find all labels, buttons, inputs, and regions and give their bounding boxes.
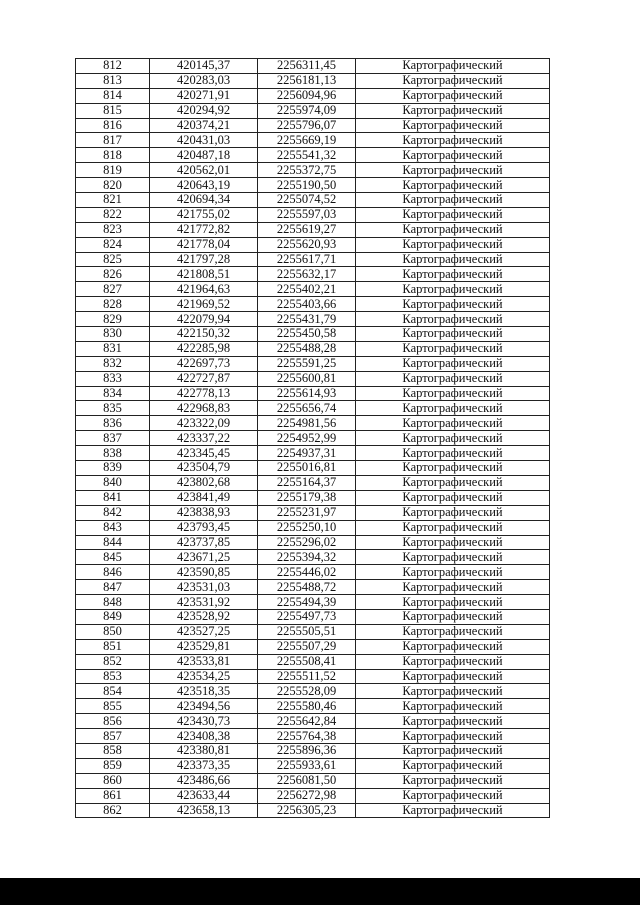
point-number-cell: 855 (76, 699, 150, 714)
table-row (76, 773, 550, 788)
x-coordinate-cell: 421964,63 (150, 282, 258, 297)
table-row (76, 401, 550, 416)
method-cell: Картографический (356, 788, 550, 803)
table-row (76, 416, 550, 431)
method-cell: Картографический (356, 73, 550, 88)
point-number-cell: 840 (76, 475, 150, 490)
method-cell: Картографический (356, 475, 550, 490)
table-row (76, 178, 550, 193)
point-number-cell: 850 (76, 624, 150, 639)
x-coordinate-cell: 420431,03 (150, 133, 258, 148)
table-row (76, 595, 550, 610)
point-number-cell: 853 (76, 669, 150, 684)
method-cell: Картографический (356, 490, 550, 505)
y-coordinate-cell: 2255164,37 (258, 475, 356, 490)
y-coordinate-cell: 2255488,28 (258, 341, 356, 356)
table-row (76, 282, 550, 297)
x-coordinate-cell: 421778,04 (150, 237, 258, 252)
x-coordinate-cell: 423430,73 (150, 714, 258, 729)
method-cell: Картографический (356, 193, 550, 208)
point-number-cell: 826 (76, 267, 150, 282)
table-row (76, 639, 550, 654)
point-number-cell: 860 (76, 773, 150, 788)
method-cell: Картографический (356, 773, 550, 788)
table-row (76, 163, 550, 178)
x-coordinate-cell: 423533,81 (150, 654, 258, 669)
y-coordinate-cell: 2255403,66 (258, 297, 356, 312)
table-row (76, 580, 550, 595)
table-row (76, 803, 550, 818)
point-number-cell: 831 (76, 341, 150, 356)
method-cell: Картографический (356, 267, 550, 282)
point-number-cell: 854 (76, 684, 150, 699)
method-cell: Картографический (356, 580, 550, 595)
point-number-cell: 813 (76, 73, 150, 88)
y-coordinate-cell: 2255179,38 (258, 490, 356, 505)
point-number-cell: 839 (76, 461, 150, 476)
table-row (76, 609, 550, 624)
method-cell: Картографический (356, 178, 550, 193)
y-coordinate-cell: 2255619,27 (258, 222, 356, 237)
x-coordinate-cell: 423534,25 (150, 669, 258, 684)
method-cell: Картографический (356, 401, 550, 416)
y-coordinate-cell: 2255296,02 (258, 535, 356, 550)
table-row (76, 490, 550, 505)
y-coordinate-cell: 2255597,03 (258, 207, 356, 222)
point-number-cell: 862 (76, 803, 150, 818)
y-coordinate-cell: 2255511,52 (258, 669, 356, 684)
x-coordinate-cell: 422778,13 (150, 386, 258, 401)
table-row (76, 312, 550, 327)
method-cell: Картографический (356, 699, 550, 714)
x-coordinate-cell: 423633,44 (150, 788, 258, 803)
y-coordinate-cell: 2255231,97 (258, 505, 356, 520)
point-number-cell: 837 (76, 431, 150, 446)
table-row (76, 743, 550, 758)
y-coordinate-cell: 2255656,74 (258, 401, 356, 416)
y-coordinate-cell: 2255074,52 (258, 193, 356, 208)
point-number-cell: 820 (76, 178, 150, 193)
point-number-cell: 818 (76, 148, 150, 163)
table-row (76, 446, 550, 461)
y-coordinate-cell: 2255508,41 (258, 654, 356, 669)
point-number-cell: 824 (76, 237, 150, 252)
method-cell: Картографический (356, 163, 550, 178)
table-row (76, 669, 550, 684)
method-cell: Картографический (356, 252, 550, 267)
x-coordinate-cell: 423802,68 (150, 475, 258, 490)
table-row (76, 327, 550, 342)
y-coordinate-cell: 2255450,58 (258, 327, 356, 342)
x-coordinate-cell: 423671,25 (150, 550, 258, 565)
method-cell: Картографический (356, 624, 550, 639)
scan-bottom-edge (0, 878, 640, 905)
point-number-cell: 852 (76, 654, 150, 669)
method-cell: Картографический (356, 758, 550, 773)
y-coordinate-cell: 2255250,10 (258, 520, 356, 535)
y-coordinate-cell: 2255669,19 (258, 133, 356, 148)
x-coordinate-cell: 420487,18 (150, 148, 258, 163)
table-row (76, 520, 550, 535)
y-coordinate-cell: 2255431,79 (258, 312, 356, 327)
x-coordinate-cell: 423529,81 (150, 639, 258, 654)
method-cell: Картографический (356, 550, 550, 565)
y-coordinate-cell: 2255541,32 (258, 148, 356, 163)
y-coordinate-cell: 2256081,50 (258, 773, 356, 788)
point-number-cell: 856 (76, 714, 150, 729)
x-coordinate-cell: 422727,87 (150, 371, 258, 386)
point-number-cell: 816 (76, 118, 150, 133)
x-coordinate-cell: 423531,03 (150, 580, 258, 595)
table-row (76, 207, 550, 222)
table-row (76, 193, 550, 208)
y-coordinate-cell: 2255505,51 (258, 624, 356, 639)
point-number-cell: 835 (76, 401, 150, 416)
x-coordinate-cell: 423518,35 (150, 684, 258, 699)
point-number-cell: 841 (76, 490, 150, 505)
table-row (76, 758, 550, 773)
method-cell: Картографический (356, 88, 550, 103)
x-coordinate-cell: 423322,09 (150, 416, 258, 431)
table-row (76, 624, 550, 639)
method-cell: Картографический (356, 282, 550, 297)
x-coordinate-cell: 423527,25 (150, 624, 258, 639)
y-coordinate-cell: 2255528,09 (258, 684, 356, 699)
point-number-cell: 828 (76, 297, 150, 312)
point-number-cell: 857 (76, 729, 150, 744)
y-coordinate-cell: 2255600,81 (258, 371, 356, 386)
table-row (76, 461, 550, 476)
y-coordinate-cell: 2255016,81 (258, 461, 356, 476)
y-coordinate-cell: 2255896,36 (258, 743, 356, 758)
table-row (76, 341, 550, 356)
method-cell: Картографический (356, 505, 550, 520)
point-number-cell: 834 (76, 386, 150, 401)
point-number-cell: 859 (76, 758, 150, 773)
x-coordinate-cell: 423838,93 (150, 505, 258, 520)
table-row (76, 729, 550, 744)
method-cell: Картографический (356, 386, 550, 401)
y-coordinate-cell: 2255642,84 (258, 714, 356, 729)
method-cell: Картографический (356, 684, 550, 699)
x-coordinate-cell: 423337,22 (150, 431, 258, 446)
table-row (76, 550, 550, 565)
table-row (76, 237, 550, 252)
method-cell: Картографический (356, 520, 550, 535)
y-coordinate-cell: 2256305,23 (258, 803, 356, 818)
x-coordinate-cell: 423841,49 (150, 490, 258, 505)
y-coordinate-cell: 2255488,72 (258, 580, 356, 595)
y-coordinate-cell: 2255933,61 (258, 758, 356, 773)
table-row (76, 684, 550, 699)
method-cell: Картографический (356, 535, 550, 550)
table-row (76, 118, 550, 133)
table-row (76, 222, 550, 237)
table-row (76, 475, 550, 490)
x-coordinate-cell: 420643,19 (150, 178, 258, 193)
table-row (76, 297, 550, 312)
table-row (76, 699, 550, 714)
method-cell: Картографический (356, 118, 550, 133)
table-row (76, 103, 550, 118)
point-number-cell: 838 (76, 446, 150, 461)
table-row (76, 431, 550, 446)
point-number-cell: 827 (76, 282, 150, 297)
method-cell: Картографический (356, 654, 550, 669)
x-coordinate-cell: 423380,81 (150, 743, 258, 758)
x-coordinate-cell: 421808,51 (150, 267, 258, 282)
x-coordinate-cell: 420294,92 (150, 103, 258, 118)
point-number-cell: 823 (76, 222, 150, 237)
method-cell: Картографический (356, 327, 550, 342)
method-cell: Картографический (356, 595, 550, 610)
x-coordinate-cell: 421969,52 (150, 297, 258, 312)
table-row (76, 148, 550, 163)
y-coordinate-cell: 2255580,46 (258, 699, 356, 714)
x-coordinate-cell: 423793,45 (150, 520, 258, 535)
x-coordinate-cell: 423531,92 (150, 595, 258, 610)
y-coordinate-cell: 2255372,75 (258, 163, 356, 178)
x-coordinate-cell: 422079,94 (150, 312, 258, 327)
y-coordinate-cell: 2255394,32 (258, 550, 356, 565)
y-coordinate-cell: 2255974,09 (258, 103, 356, 118)
table-row (76, 654, 550, 669)
point-number-cell: 842 (76, 505, 150, 520)
method-cell: Картографический (356, 639, 550, 654)
x-coordinate-cell: 420271,91 (150, 88, 258, 103)
method-cell: Картографический (356, 729, 550, 744)
y-coordinate-cell: 2256311,45 (258, 59, 356, 74)
point-number-cell: 858 (76, 743, 150, 758)
y-coordinate-cell: 2255796,07 (258, 118, 356, 133)
table-row (76, 252, 550, 267)
x-coordinate-cell: 423590,85 (150, 565, 258, 580)
x-coordinate-cell: 423486,66 (150, 773, 258, 788)
method-cell: Картографический (356, 237, 550, 252)
table-row (76, 788, 550, 803)
method-cell: Картографический (356, 416, 550, 431)
coordinates-table-body (76, 59, 550, 818)
x-coordinate-cell: 422285,98 (150, 341, 258, 356)
point-number-cell: 844 (76, 535, 150, 550)
y-coordinate-cell: 2256272,98 (258, 788, 356, 803)
point-number-cell: 814 (76, 88, 150, 103)
x-coordinate-cell: 420145,37 (150, 59, 258, 74)
x-coordinate-cell: 423658,13 (150, 803, 258, 818)
point-number-cell: 843 (76, 520, 150, 535)
point-number-cell: 847 (76, 580, 150, 595)
method-cell: Картографический (356, 148, 550, 163)
method-cell: Картографический (356, 59, 550, 74)
method-cell: Картографический (356, 669, 550, 684)
point-number-cell: 819 (76, 163, 150, 178)
y-coordinate-cell: 2255764,38 (258, 729, 356, 744)
x-coordinate-cell: 422697,73 (150, 356, 258, 371)
y-coordinate-cell: 2255190,50 (258, 178, 356, 193)
method-cell: Картографический (356, 133, 550, 148)
table-row (76, 356, 550, 371)
table-row (76, 565, 550, 580)
method-cell: Картографический (356, 803, 550, 818)
x-coordinate-cell: 423504,79 (150, 461, 258, 476)
method-cell: Картографический (356, 371, 550, 386)
y-coordinate-cell: 2255446,02 (258, 565, 356, 580)
method-cell: Картографический (356, 297, 550, 312)
method-cell: Картографический (356, 609, 550, 624)
table-row (76, 59, 550, 74)
point-number-cell: 849 (76, 609, 150, 624)
point-number-cell: 825 (76, 252, 150, 267)
table-row (76, 73, 550, 88)
y-coordinate-cell: 2255507,29 (258, 639, 356, 654)
table-row (76, 371, 550, 386)
point-number-cell: 851 (76, 639, 150, 654)
method-cell: Картографический (356, 103, 550, 118)
x-coordinate-cell: 423494,56 (150, 699, 258, 714)
x-coordinate-cell: 420374,21 (150, 118, 258, 133)
method-cell: Картографический (356, 446, 550, 461)
y-coordinate-cell: 2254937,31 (258, 446, 356, 461)
coordinates-table (75, 58, 550, 818)
x-coordinate-cell: 423373,35 (150, 758, 258, 773)
method-cell: Картографический (356, 341, 550, 356)
y-coordinate-cell: 2254952,99 (258, 431, 356, 446)
point-number-cell: 821 (76, 193, 150, 208)
method-cell: Картографический (356, 565, 550, 580)
x-coordinate-cell: 422150,32 (150, 327, 258, 342)
table-row (76, 505, 550, 520)
method-cell: Картографический (356, 431, 550, 446)
table-row (76, 133, 550, 148)
table-row (76, 267, 550, 282)
point-number-cell: 829 (76, 312, 150, 327)
table-row (76, 714, 550, 729)
point-number-cell: 822 (76, 207, 150, 222)
x-coordinate-cell: 421772,82 (150, 222, 258, 237)
x-coordinate-cell: 421755,02 (150, 207, 258, 222)
y-coordinate-cell: 2255614,93 (258, 386, 356, 401)
y-coordinate-cell: 2255494,39 (258, 595, 356, 610)
x-coordinate-cell: 421797,28 (150, 252, 258, 267)
point-number-cell: 848 (76, 595, 150, 610)
x-coordinate-cell: 420562,01 (150, 163, 258, 178)
method-cell: Картографический (356, 222, 550, 237)
table-row (76, 88, 550, 103)
x-coordinate-cell: 423528,92 (150, 609, 258, 624)
point-number-cell: 830 (76, 327, 150, 342)
y-coordinate-cell: 2255591,25 (258, 356, 356, 371)
y-coordinate-cell: 2255402,21 (258, 282, 356, 297)
y-coordinate-cell: 2254981,56 (258, 416, 356, 431)
point-number-cell: 836 (76, 416, 150, 431)
table-row (76, 386, 550, 401)
method-cell: Картографический (356, 207, 550, 222)
x-coordinate-cell: 420694,34 (150, 193, 258, 208)
y-coordinate-cell: 2255617,71 (258, 252, 356, 267)
x-coordinate-cell: 422968,83 (150, 401, 258, 416)
y-coordinate-cell: 2256094,96 (258, 88, 356, 103)
method-cell: Картографический (356, 312, 550, 327)
y-coordinate-cell: 2256181,13 (258, 73, 356, 88)
point-number-cell: 845 (76, 550, 150, 565)
x-coordinate-cell: 420283,03 (150, 73, 258, 88)
method-cell: Картографический (356, 356, 550, 371)
x-coordinate-cell: 423345,45 (150, 446, 258, 461)
y-coordinate-cell: 2255497,73 (258, 609, 356, 624)
y-coordinate-cell: 2255632,17 (258, 267, 356, 282)
table-row (76, 535, 550, 550)
point-number-cell: 832 (76, 356, 150, 371)
y-coordinate-cell: 2255620,93 (258, 237, 356, 252)
method-cell: Картографический (356, 743, 550, 758)
point-number-cell: 812 (76, 59, 150, 74)
method-cell: Картографический (356, 714, 550, 729)
point-number-cell: 833 (76, 371, 150, 386)
point-number-cell: 861 (76, 788, 150, 803)
x-coordinate-cell: 423737,85 (150, 535, 258, 550)
point-number-cell: 846 (76, 565, 150, 580)
point-number-cell: 815 (76, 103, 150, 118)
point-number-cell: 817 (76, 133, 150, 148)
x-coordinate-cell: 423408,38 (150, 729, 258, 744)
method-cell: Картографический (356, 461, 550, 476)
